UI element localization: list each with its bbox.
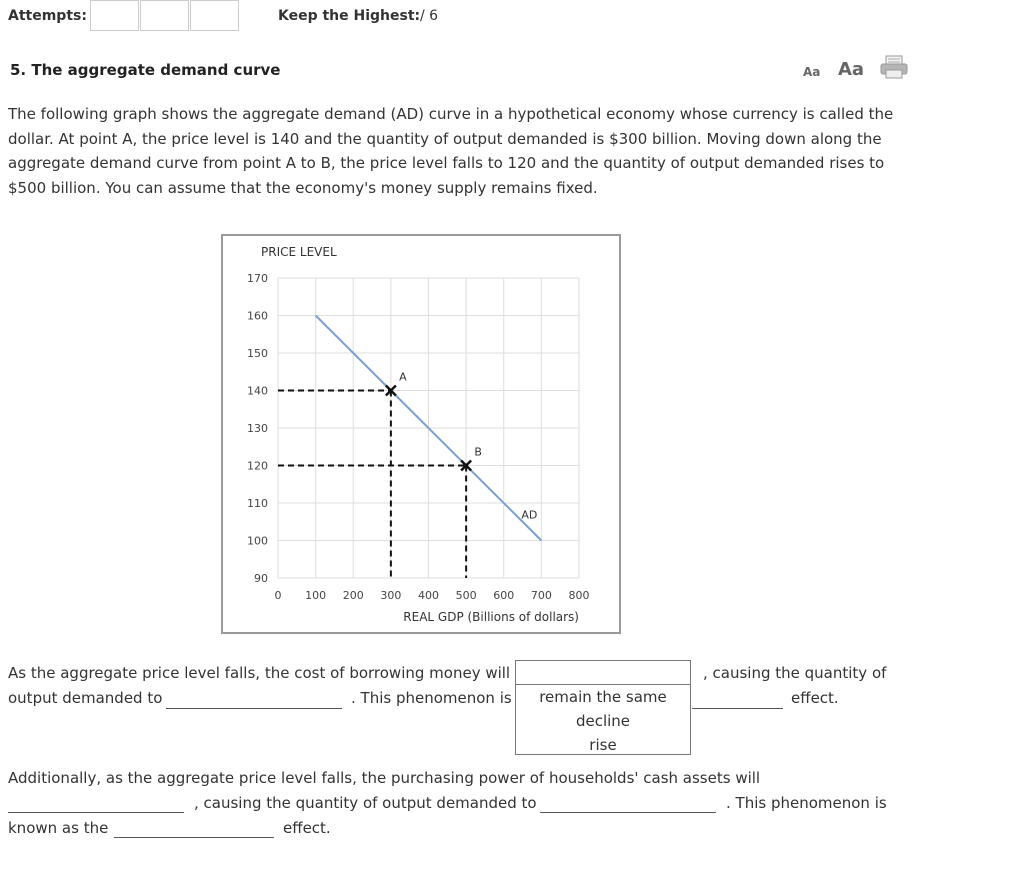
question-intro: The following graph shows the aggregate demand (AD) curve in a hypothetical economy whose currency is called the dollar. At point A, the price level is 140 and the quantity of output demanded is $300 billion. Moving down along the aggregate demand curve from point A to B, the price level falls to 120 and the quantity of output demanded rises to $500 billion. You can assume that the economy's money supply remains fixed. <box>8 105 894 197</box>
x-tick-label: 400 <box>418 589 439 602</box>
attempt-box-1 <box>90 0 139 31</box>
keep-highest-value: / 6 <box>420 8 439 24</box>
interest-sentence-5: effect. <box>791 689 839 707</box>
attempt-box-3 <box>190 0 239 31</box>
y-tick-label: 130 <box>247 422 268 435</box>
x-tick-label: 700 <box>530 589 552 602</box>
x-tick-label: 800 <box>568 589 590 602</box>
y-axis-title: PRICE LEVEL <box>261 245 337 259</box>
option-rise[interactable]: rise <box>589 736 617 754</box>
ad-curve-label: AD <box>521 508 538 522</box>
y-tick-label: 120 <box>247 459 268 473</box>
x-axis-title: REAL GDP (Billions of dollars) <box>403 610 579 624</box>
point-label: B <box>474 445 482 459</box>
output-change-blank[interactable] <box>166 708 342 709</box>
wealth-sentence-1: Additionally, as the aggregate price level falls, the purchasing power of households' cash assets will <box>8 769 761 787</box>
dropdown-selected-value[interactable] <box>516 661 690 685</box>
question-title: 5. The aggregate demand curve <box>10 61 281 79</box>
font-decrease-button[interactable]: Aa <box>803 65 821 79</box>
x-tick-label: 0 <box>274 589 282 602</box>
purchasing-power-blank[interactable] <box>8 812 184 813</box>
wealth-sentence-4: known as the <box>8 819 109 837</box>
y-tick-label: 140 <box>247 384 268 398</box>
wealth-effect-name-blank[interactable] <box>114 837 274 838</box>
x-tick-label: 600 <box>493 589 515 602</box>
wealth-output-change-blank[interactable] <box>540 812 716 813</box>
keep-highest-label: Keep the Highest: <box>278 8 421 24</box>
wealth-sentence-3: . This phenomenon is <box>726 794 887 812</box>
interest-sentence-4: . This phenomenon is <box>351 689 512 707</box>
wealth-sentence-5: effect. <box>283 819 331 837</box>
interest-sentence-2: , causing the quantity of <box>703 664 887 682</box>
interest-effect-name-blank[interactable] <box>692 708 783 709</box>
y-tick-label: 90 <box>254 572 268 585</box>
ad-chart <box>223 236 619 632</box>
print-icon[interactable] <box>880 55 908 79</box>
y-tick-label: 170 <box>247 272 268 285</box>
x-tick-label: 500 <box>455 589 477 602</box>
y-tick-label: 110 <box>247 497 268 510</box>
attempts-label: Attempts: <box>8 8 87 24</box>
point-label: A <box>399 370 407 384</box>
x-tick-label: 100 <box>305 589 327 602</box>
x-tick-label: 200 <box>342 589 364 602</box>
interest-sentence-1: As the aggregate price level falls, the cost of borrowing money will <box>8 664 511 682</box>
wealth-sentence-2: , causing the quantity of output demanded to <box>194 794 537 812</box>
borrowing-cost-dropdown[interactable] <box>515 660 691 755</box>
interest-sentence-3: output demanded to <box>8 689 163 707</box>
option-remain-the-same[interactable]: remain the same <box>539 688 667 706</box>
y-tick-label: 150 <box>247 347 268 360</box>
x-tick-label: 300 <box>380 589 402 602</box>
font-increase-button[interactable]: Aa <box>838 59 865 80</box>
attempt-box-2 <box>140 0 189 31</box>
option-decline[interactable]: decline <box>575 712 631 730</box>
graph-panel[interactable] <box>221 234 621 634</box>
y-tick-label: 100 <box>247 534 268 548</box>
y-tick-label: 160 <box>247 309 268 323</box>
